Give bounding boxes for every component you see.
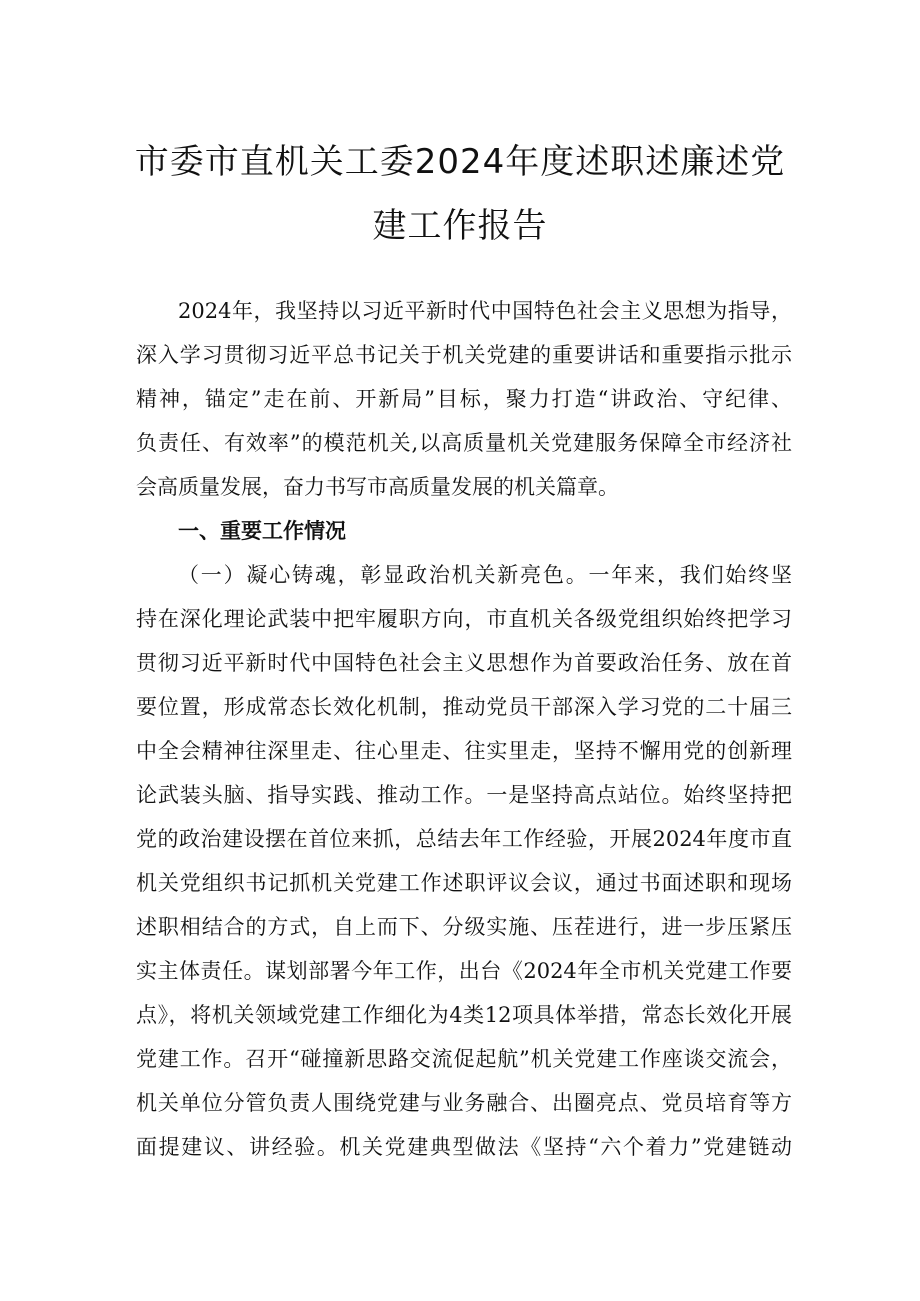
body-paragraph-line: 机关单位分管负责人围绕党建与业务融合、出圈亮点、党员培育等方 — [136, 1091, 792, 1115]
body-paragraph-line: 实主体责任。谋划部署今年工作，出台《2024年全市机关党建工作要 — [136, 959, 792, 983]
intro-paragraph-line: 深入学习贯彻习近平总书记关于机关党建的重要讲话和重要指示批示 — [136, 343, 792, 367]
body-paragraph-line: （一）凝心铸魂，彰显政治机关新亮色。一年来，我们始终坚 — [178, 563, 792, 587]
body-paragraph-line: 党的政治建设摆在首位来抓，总结去年工作经验，开展2024年度市直 — [136, 827, 792, 851]
body-paragraph-line: 党建工作。召开“碰撞新思路交流促起航”机关党建工作座谈交流会， — [136, 1047, 792, 1071]
document-title-line-2: 建工作报告 — [372, 206, 548, 246]
document-title-line-1: 市委市直机关工委2024年度述职述廉述党 — [134, 142, 786, 182]
body-paragraph-line: 面提建议、讲经验。机关党建典型做法《坚持“六个着力”党建链动 — [136, 1135, 792, 1159]
intro-paragraph-line: 会高质量发展，奋力书写市高质量发展的机关篇章。 — [136, 475, 619, 499]
body-paragraph-line: 持在深化理论武装中把牢履职方向，市直机关各级党组织始终把学习 — [136, 607, 792, 631]
intro-paragraph-line: 负责任、有效率”的模范机关,以高质量机关党建服务保障全市经济社 — [136, 431, 792, 455]
body-paragraph-line: 论武装头脑、指导实践、推动工作。一是坚持高点站位。始终坚持把 — [136, 783, 792, 807]
intro-paragraph-line: 2024年，我坚持以习近平新时代中国特色社会主义思想为指导， — [178, 299, 792, 323]
intro-paragraph-line: 精神，锚定”走在前、开新局”目标，聚力打造“讲政治、守纪律、 — [136, 387, 792, 411]
body-paragraph-line: 述职相结合的方式，自上而下、分级实施、压茬进行，进一步压紧压 — [136, 915, 792, 939]
body-paragraph-line: 机关党组织书记抓机关党建工作述职评议会议，通过书面述职和现场 — [136, 871, 792, 895]
body-paragraph-line: 点》，将机关领域党建工作细化为4类12项具体举措，常态长效化开展 — [136, 1003, 792, 1027]
body-paragraph-line: 要位置，形成常态长效化机制，推动党员干部深入学习党的二十届三 — [136, 695, 792, 719]
body-paragraph-line: 中全会精神往深里走、往心里走、往实里走，坚持不懈用党的创新理 — [136, 739, 792, 763]
section-heading: 一、重要工作情况 — [178, 519, 346, 543]
body-paragraph-line: 贯彻习近平新时代中国特色社会主义思想作为首要政治任务、放在首 — [136, 651, 792, 675]
